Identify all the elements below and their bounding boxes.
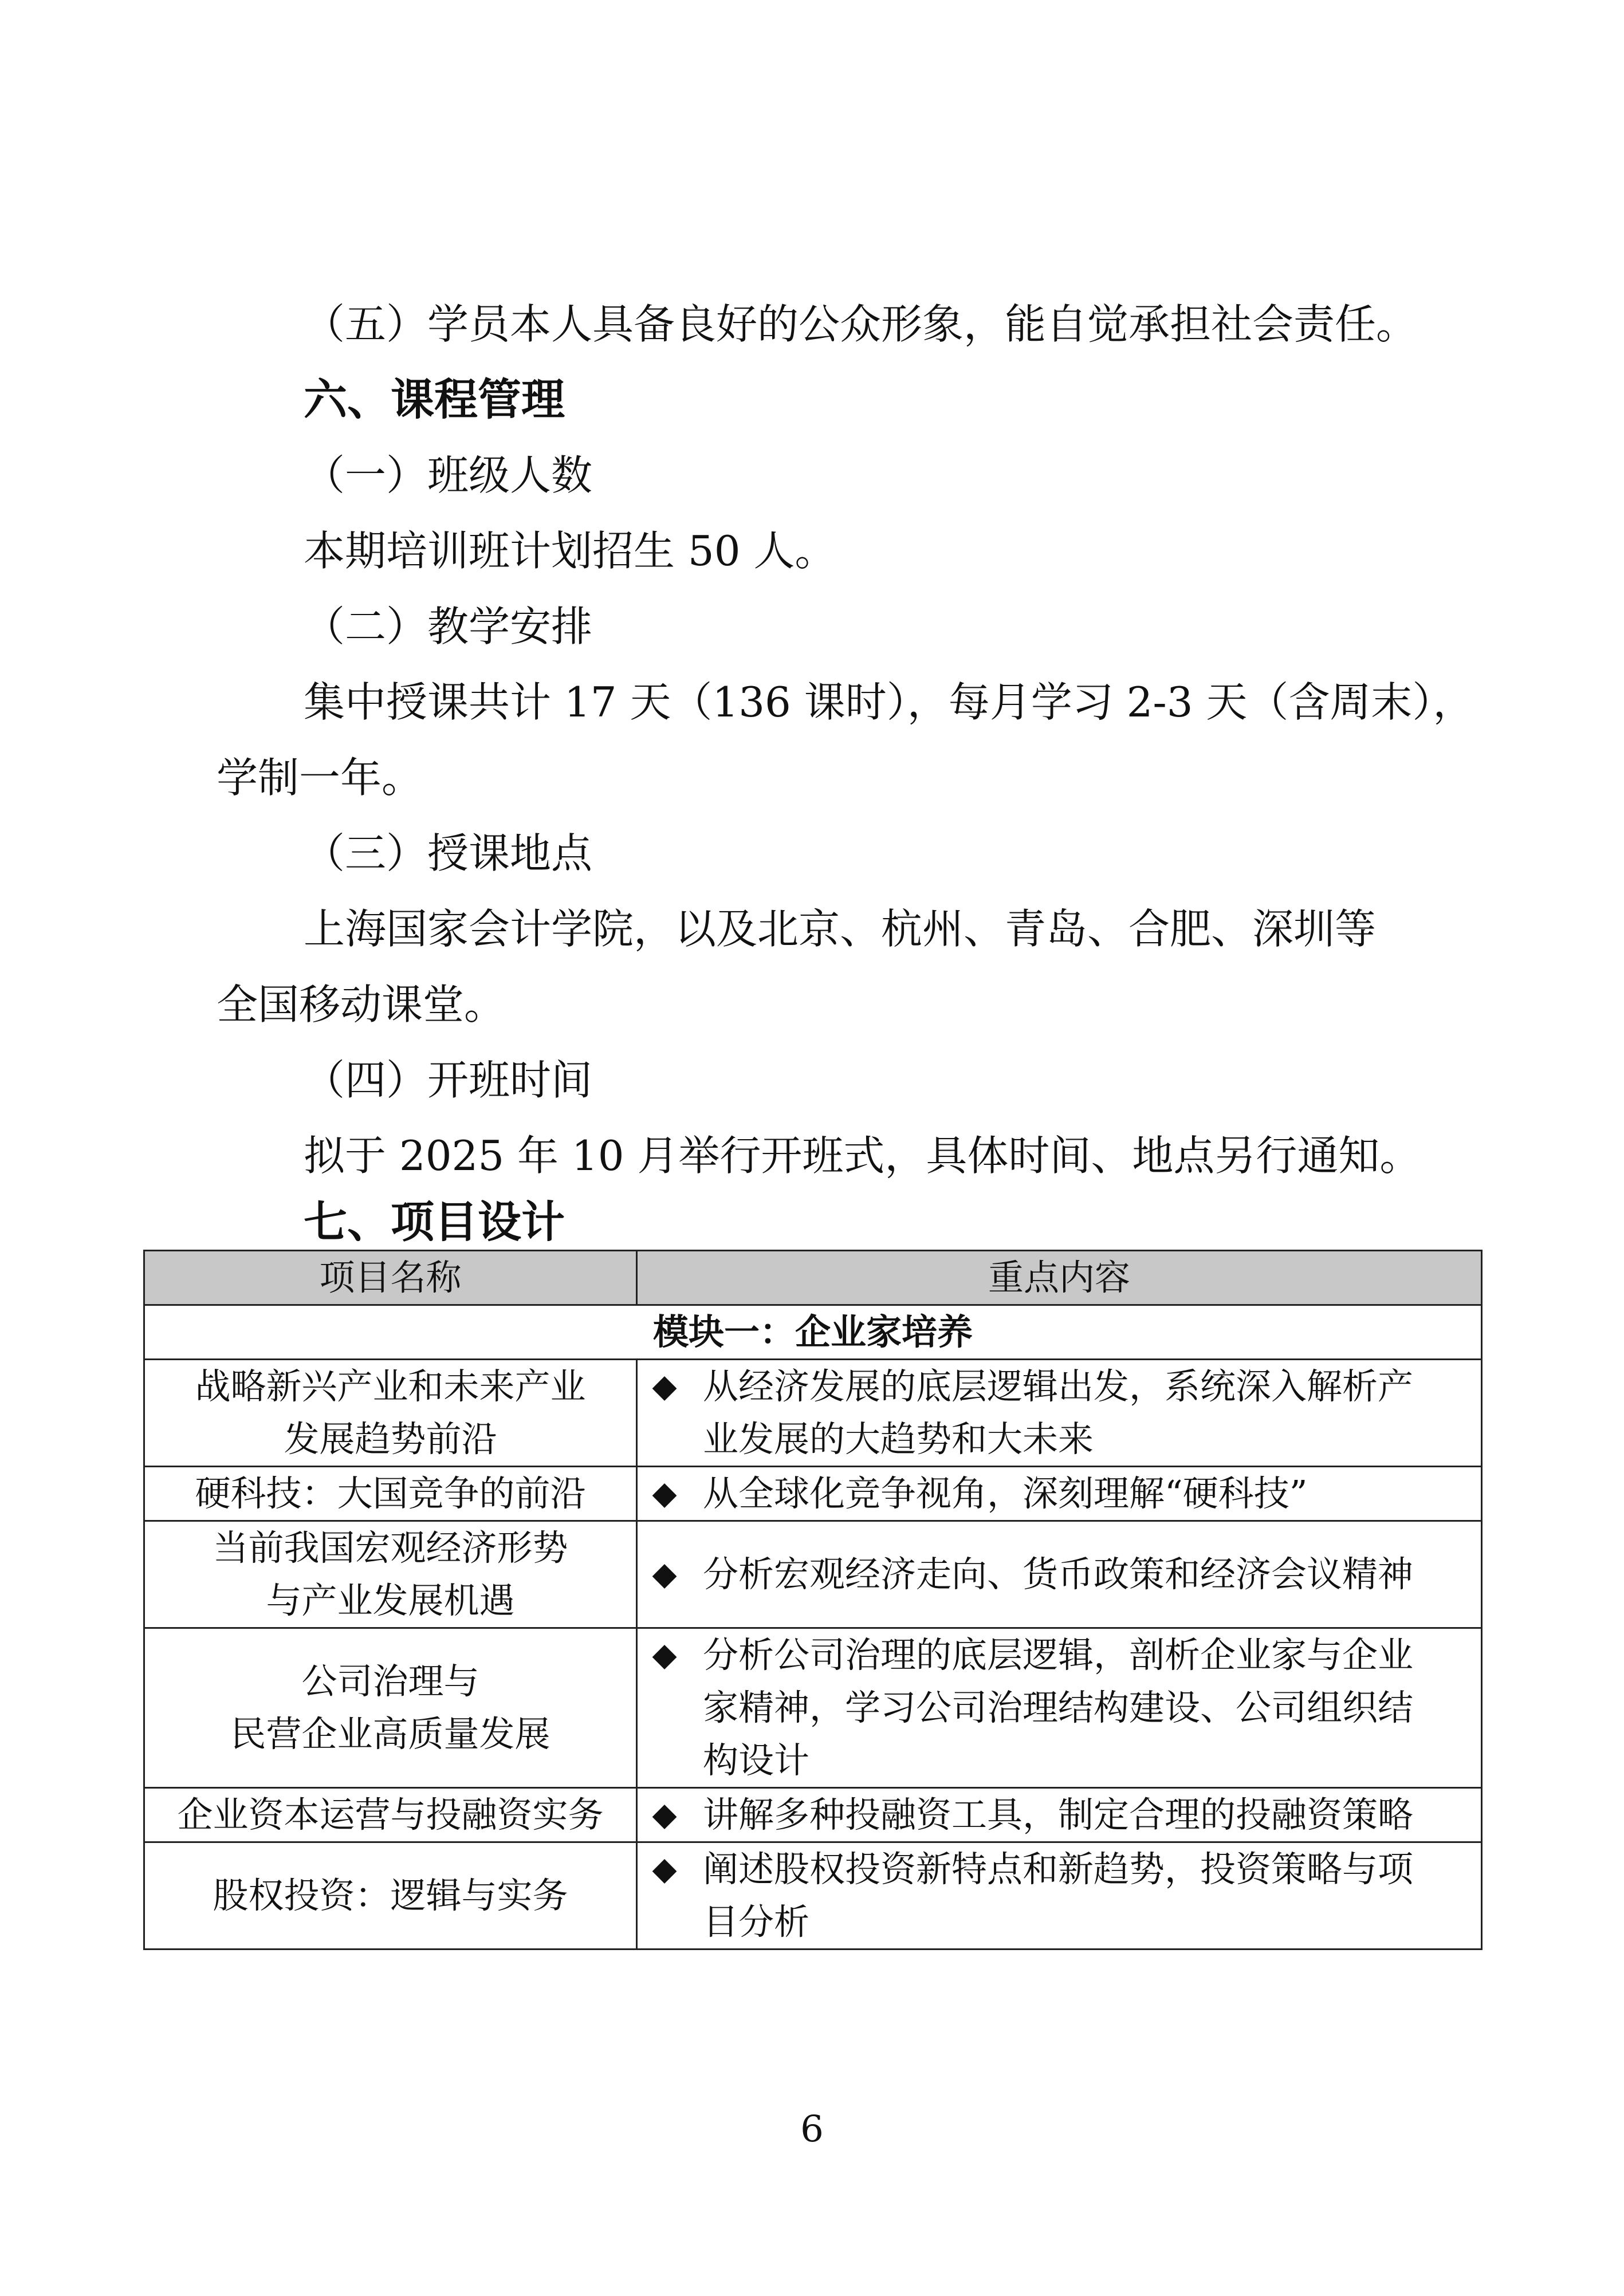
project-name-cell	[144, 1521, 637, 1628]
paragraph-class-size: 本期培训班计划招生 50 人。	[304, 527, 836, 575]
key-content-cell	[637, 1467, 1482, 1521]
table-row	[144, 1521, 1482, 1628]
table-row	[144, 1628, 1482, 1788]
page-number: 6	[800, 2108, 824, 2151]
key-content-cell	[637, 1521, 1482, 1628]
project-name-cell	[144, 1842, 637, 1950]
subheading-class-size: （一）班级人数	[304, 451, 593, 499]
subheading-opening-time: （四）开班时间	[304, 1056, 593, 1104]
bullet-item	[647, 1629, 1472, 1787]
table-row	[144, 1360, 1482, 1467]
key-content-cell	[637, 1628, 1482, 1788]
diamond-bullet-icon: ◆	[652, 1636, 677, 1673]
paragraph-opening-time: 拟于 2025 年 10 月举行开班式，具体时间、地点另行通知。	[304, 1132, 1421, 1180]
diamond-bullet-icon: ◆	[652, 1475, 677, 1512]
project-name-line: 民营企业高质量发展	[230, 1713, 550, 1755]
project-name-cell	[144, 1628, 637, 1788]
diamond-bullet-icon: ◆	[652, 1368, 677, 1405]
bullet-text-line: 分析公司治理的底层逻辑，剖析企业家与企业	[703, 1634, 1414, 1676]
table-row	[144, 1788, 1482, 1842]
paragraph-requirement-5: （五）学员本人具备良好的公众形象，能自觉承担社会责任。	[304, 300, 1418, 348]
key-content-cell	[637, 1842, 1482, 1950]
bullet-text-line: 分析宏观经济走向、货币政策和经济会议精神	[703, 1553, 1414, 1595]
bullet-text	[703, 1467, 1472, 1520]
project-name-line: 当前我国宏观经济形势	[213, 1527, 568, 1569]
bullet-item	[647, 1789, 1472, 1841]
project-name-line: 战略新兴产业和未来产业	[195, 1365, 586, 1407]
key-content-cell	[637, 1360, 1482, 1467]
bullet-item	[647, 1360, 1472, 1466]
table-header-row	[144, 1251, 1482, 1305]
bullet-item	[647, 1548, 1472, 1601]
paragraph-teaching-arrangement-line2: 学制一年。	[217, 754, 423, 802]
project-name-line: 硬科技：大国竞争的前沿	[195, 1472, 586, 1514]
project-name-line: 发展趋势前沿	[284, 1418, 497, 1460]
bullet-text-line: 业发展的大趋势和大未来	[703, 1418, 1094, 1460]
project-name-cell	[144, 1788, 637, 1842]
bullet-text-line: 从经济发展的底层逻辑出发，系统深入解析产	[703, 1365, 1414, 1407]
bullet-text-line: 讲解多种投融资工具，制定合理的投融资策略	[703, 1794, 1414, 1836]
bullet-text	[703, 1789, 1472, 1841]
table-row	[144, 1467, 1482, 1521]
bullet-text-line: 家精神，学习公司治理结构建设、公司组织结	[703, 1687, 1414, 1728]
project-name-line: 股权投资：逻辑与实务	[213, 1874, 568, 1916]
diamond-bullet-icon: ◆	[652, 1796, 677, 1833]
paragraph-teaching-location-line2: 全国移动课堂。	[217, 980, 506, 1029]
bullet-text	[703, 1548, 1472, 1601]
module-title: 模块一：企业家培养	[144, 1305, 1482, 1360]
bullet-text	[703, 1843, 1472, 1948]
bullet-text-line: 阐述股权投资新特点和新趋势，投资策略与项	[703, 1848, 1414, 1890]
project-name-line: 企业资本运营与投融资实务	[177, 1794, 604, 1836]
header-key-content: 重点内容	[637, 1251, 1482, 1305]
bullet-item	[647, 1843, 1472, 1948]
bullet-text	[703, 1629, 1472, 1787]
bullet-item	[647, 1467, 1472, 1520]
project-name-cell	[144, 1467, 637, 1521]
module-row	[144, 1305, 1482, 1360]
diamond-bullet-icon: ◆	[652, 1850, 677, 1888]
paragraph-teaching-arrangement-line1: 集中授课共计 17 天（136 课时），每月学习 2-3 天（含周末），	[304, 678, 1474, 726]
subheading-teaching-location: （三）授课地点	[304, 829, 593, 877]
bullet-text	[703, 1360, 1472, 1466]
table-row	[144, 1842, 1482, 1950]
subheading-teaching-arrangement: （二）教学安排	[304, 602, 593, 651]
project-name-line: 公司治理与	[301, 1660, 479, 1702]
diamond-bullet-icon: ◆	[652, 1555, 677, 1593]
bullet-text-line: 构设计	[703, 1739, 810, 1781]
bullet-text-line: 从全球化竞争视角，深刻理解“硬科技”	[703, 1472, 1308, 1514]
section-6-heading: 六、课程管理	[304, 374, 565, 425]
section-7-heading: 七、项目设计	[304, 1196, 565, 1247]
project-design-table	[143, 1250, 1483, 1950]
project-name-cell	[144, 1360, 637, 1467]
project-name-line: 与产业发展机遇	[266, 1580, 515, 1621]
key-content-cell	[637, 1788, 1482, 1842]
header-project-name: 项目名称	[144, 1251, 637, 1305]
paragraph-teaching-location-line1: 上海国家会计学院，以及北京、杭州、青岛、合肥、深圳等	[304, 905, 1377, 953]
bullet-text-line: 目分析	[703, 1901, 810, 1943]
